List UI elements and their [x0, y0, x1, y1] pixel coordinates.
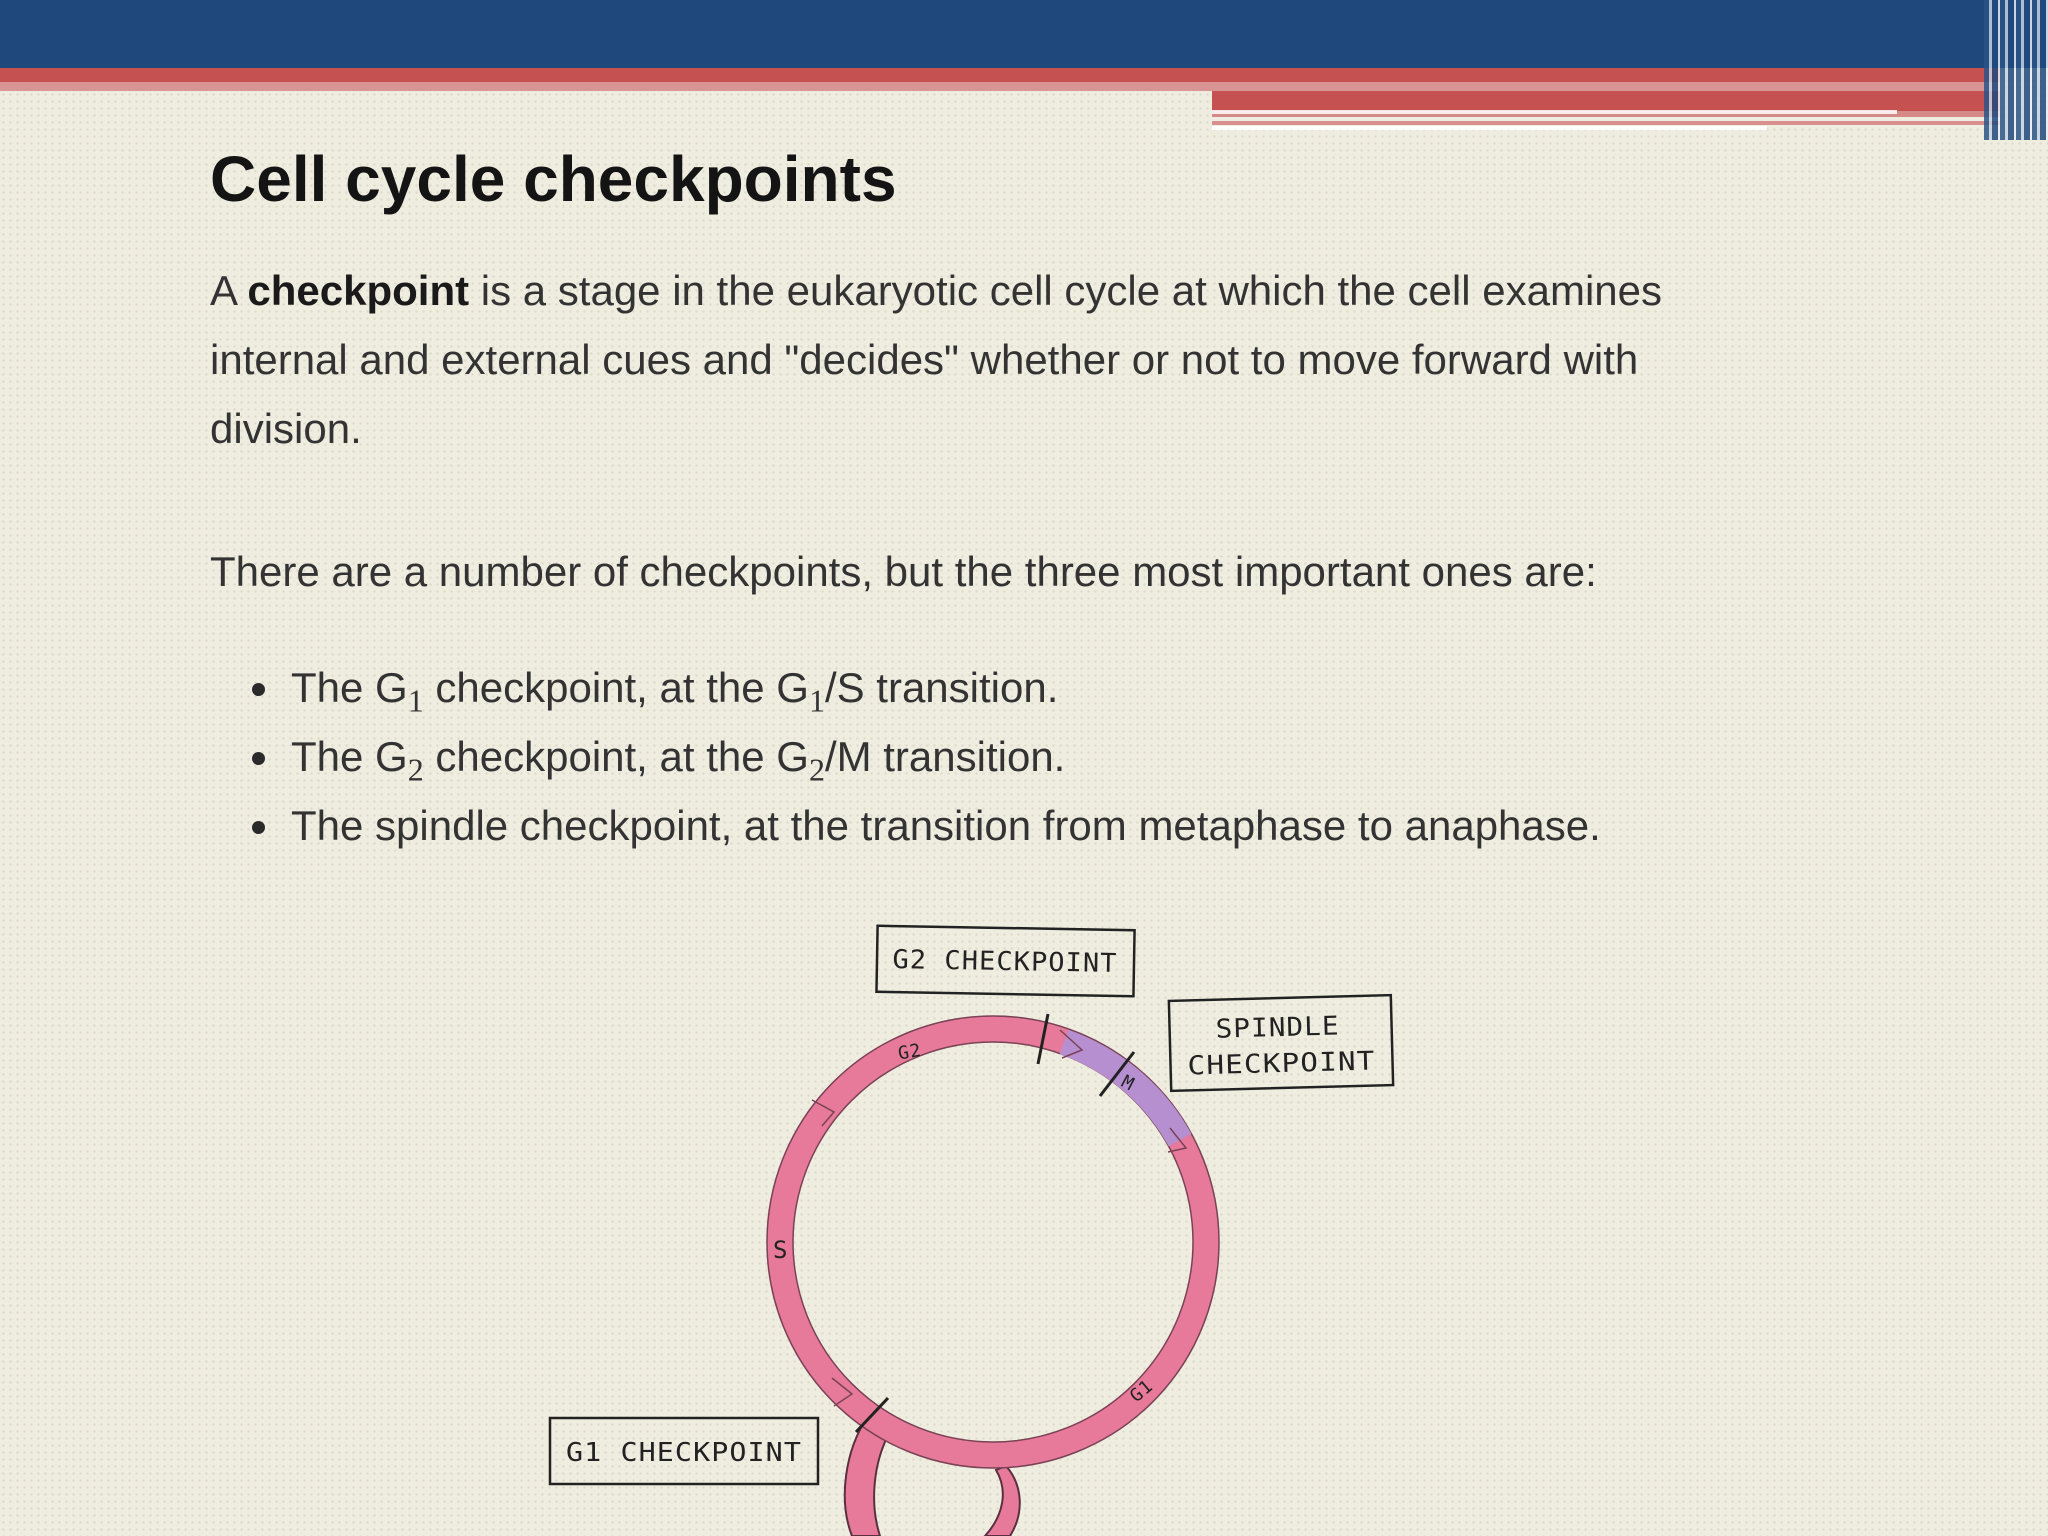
intro-paragraph: There are a number of checkpoints, but the three most important ones are: [210, 548, 1597, 595]
list-item: The spindle checkpoint, at the transition from metaphase to anaphase. [246, 791, 1601, 860]
phase-label-g2: G2 [896, 1039, 924, 1065]
g2-checkpoint-callout [876, 926, 1134, 996]
decorative-stripe [1212, 110, 1897, 114]
definition-text: is a stage in the eukaryotic cell cycle at which the cell examines internal and external cues and "decides" whether or not to move forward with division. [210, 267, 1662, 452]
definition-paragraph [210, 256, 1770, 463]
bullet-icon [252, 752, 265, 765]
spindle-checkpoint-callout [1169, 995, 1393, 1091]
cell-cycle-ring-outline-inner [793, 1039, 1193, 1442]
definition-term: checkpoint [247, 267, 470, 314]
cell-cycle-diagram [540, 910, 1440, 1536]
cell-cycle-tail-hook [985, 1466, 1020, 1536]
list-item: The $G_1$ checkpoint, at the $G_1/S$ transition. [246, 653, 1601, 722]
checkpoint-list [246, 653, 1601, 860]
header-bar [0, 0, 2048, 68]
phase-label-g1: G1 [1125, 1375, 1158, 1407]
spindle-checkpoint-label-line2: CHECKPOINT [1187, 1047, 1355, 1082]
decorative-stripe [1212, 126, 1767, 130]
accent-bar [0, 68, 2000, 91]
phase-label-s: S [773, 1236, 789, 1264]
phase-label-m: M [1117, 1071, 1139, 1096]
decorative-vertical-stripes [1984, 0, 2048, 140]
slide-title: Cell cycle checkpoints [210, 143, 897, 215]
g1-checkpoint-label: G1 CHECKPOINT [566, 1438, 802, 1468]
definition-prefix: A [210, 267, 248, 314]
bullet-icon [252, 683, 265, 696]
spindle-checkpoint-label-line1: SPINDLE [1215, 1011, 1333, 1045]
list-item: The $G_2$ checkpoint, at the $G_2/M$ transition. [246, 722, 1601, 791]
accent-bar-right [1212, 91, 2000, 137]
g1-checkpoint-callout [550, 1418, 818, 1484]
g2-checkpoint-label: G2 CHECKPOINT [892, 945, 1110, 979]
bullet-icon [252, 821, 265, 834]
